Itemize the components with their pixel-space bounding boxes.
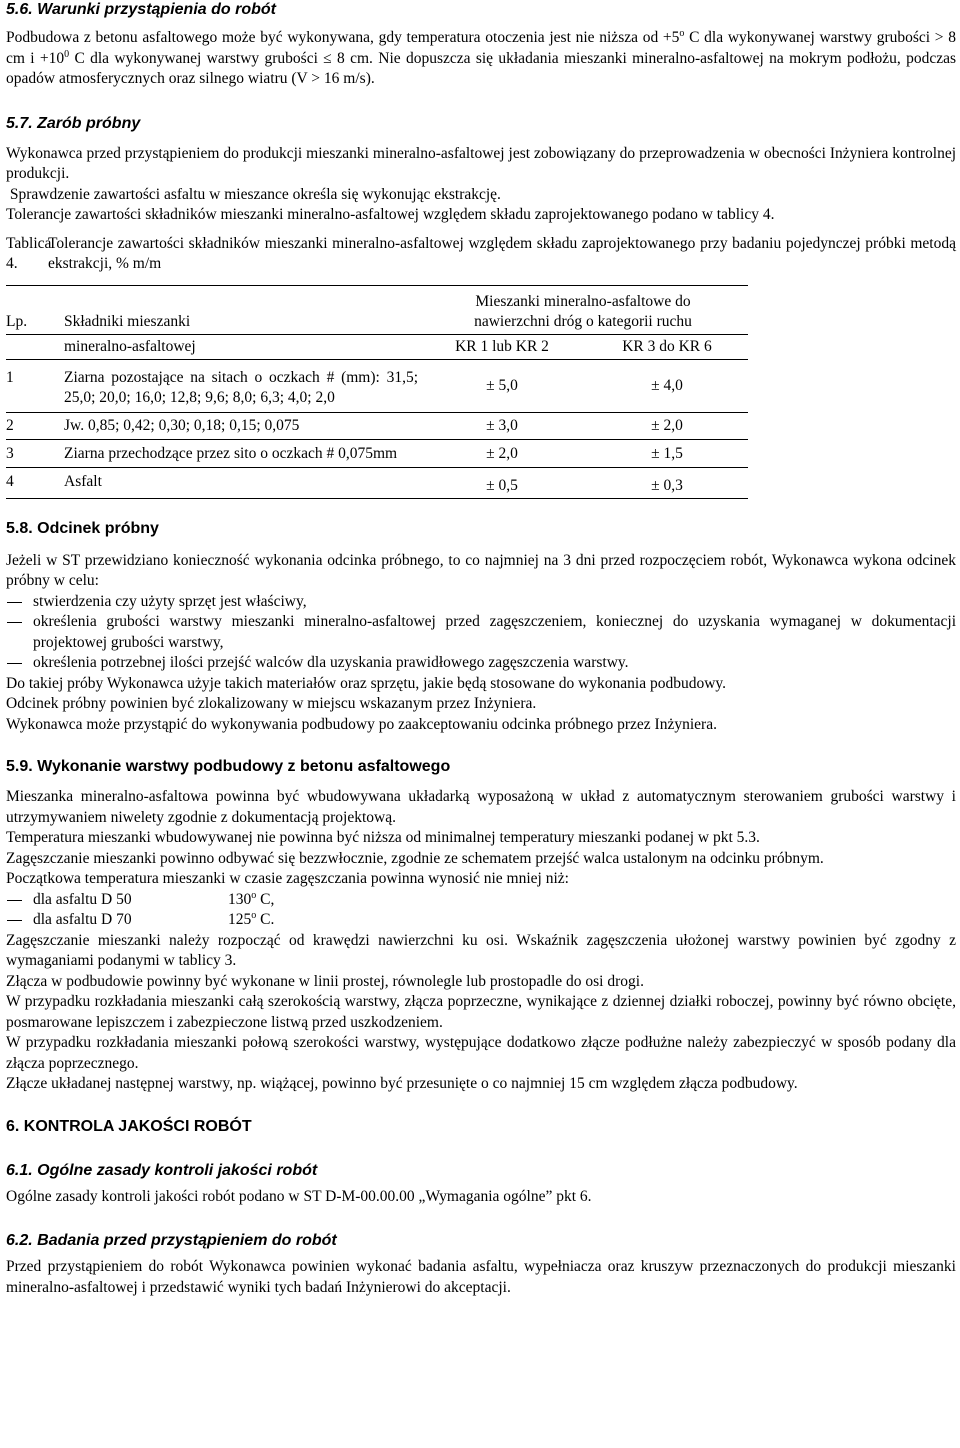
- header-group-1: Mieszanki mineralno-asfaltowe do: [475, 292, 691, 310]
- paragraph-5-8-1: Jeżeli w ST przewidziano konieczność wykonania odcinka próbnego, to co najmniej na 3 dni przed rozpoczęciem robót, Wykonawca wykona odcinek próbny w celu:: [6, 551, 956, 589]
- paragraph-5-8-2: Do takiej próby Wykonawca użyje takich materiałów oraz sprzętu, jakie będą stosowane do wykonania podbudowy.: [6, 674, 727, 692]
- temperature-value: [228, 910, 274, 931]
- temperature-label: dla asfaltu D 70: [33, 911, 132, 928]
- heading-5-6: 5.6. Warunki przystąpienia do robót: [6, 1, 276, 18]
- heading-6-1: 6.1. Ogólne zasady kontroli jakości robót: [6, 1161, 318, 1179]
- paragraph-5-8-3: Odcinek próbny powinien być zlokalizowany w miejscu wskazanym przez Inżyniera.: [6, 695, 537, 712]
- degree-sup: o: [251, 889, 257, 901]
- list-item: określenia grubości warstwy mieszanki mineralno-asfaltowej przed zagęszczeniem, koniecznej do uzyskania wymaganej w dokumentacji projektowej grubości warstwy,: [6, 612, 956, 653]
- row-kr3: ± 4,0: [651, 376, 683, 394]
- temperature-value: [228, 890, 274, 911]
- row-name: Jw. 0,85; 0,42; 0,30; 0,18; 0,15; 0,075: [64, 416, 300, 434]
- paragraph-5-9-8: W przypadku rozkładania mieszanki połową szerokości warstwy, występujące dodatkowo złącze podłużne należy zabezpieczyć w sposób podany dla złącza poprzecznego.: [6, 1034, 956, 1072]
- row-name: Ziarna pozostające na sitach o oczkach # (mm): 31,5; 25,0; 20,0; 16,0; 12,8; 9,6; 8,0; 6,3; 4,0; 2,0: [64, 368, 418, 406]
- paragraph-5-6: [6, 28, 956, 90]
- paragraph-5-9-7: W przypadku rozkładania mieszanki całą szerokością warstwy, złącza poprzeczne, wynikające z dziennej działki roboczej, powinny być równo obcięte, posmarowane lepiszczem i zabezpieczone listwą przed uszkodzeniem.: [6, 993, 956, 1031]
- row-lp: 4: [6, 472, 14, 490]
- row-kr3: ± 1,5: [651, 444, 683, 462]
- temperature-unit: C.: [256, 911, 275, 928]
- row-kr1: ± 2,0: [486, 444, 518, 462]
- superscript: 0: [64, 48, 70, 60]
- header-group-2: nawierzchni dróg o kategorii ruchu: [474, 312, 692, 330]
- paragraph-5-9-9: Złącze układanej następnej warstwy, np. wiążącej, powinno być przesunięte o co najmniej 15 cm względem złącza podbudowy.: [6, 1075, 798, 1092]
- paragraph-6-2: Przed przystąpieniem do robót Wykonawca powinien wykonać badania asfaltu, wypełniacza oraz kruszyw przeznaczonych do produkcji mieszanki mineralno-asfaltowej i przedstawić wyniki tych badań Inżynierowi do akceptacji.: [6, 1258, 956, 1296]
- paragraph-5-7-2: Sprawdzenie zawartości asfaltu w mieszance określa się wykonując ekstrakcję.: [6, 185, 501, 203]
- row-kr1: ± 3,0: [486, 416, 518, 434]
- header-components-1: Składniki mieszanki: [64, 312, 191, 330]
- row-kr3: ± 0,3: [651, 476, 683, 494]
- document-page: [6, 0, 956, 1298]
- heading-5-9: 5.9. Wykonanie warstwy podbudowy z betonu asfaltowego: [6, 758, 451, 775]
- temperature-item: [6, 890, 956, 911]
- temperature-number: 125: [228, 911, 252, 928]
- heading-5-8: 5.8. Odcinek próbny: [6, 519, 159, 537]
- table-caption-label: Tablica 4.: [6, 234, 52, 272]
- list-item: stwierdzenia czy użyty sprzęt jest właściwy,: [6, 592, 956, 613]
- header-lp: Lp.: [6, 312, 28, 330]
- text-run: C dla wykonywanej warstwy grubości ≤ 8 cm. Nie dopuszcza się układania mieszanki mineralno-asfaltowej na mokrym podłożu, podczas opadów atmosferycznych oraz silnego wiatru (V > 16 m/s).: [6, 49, 957, 87]
- heading-5-7: 5.7. Zarób próbny: [6, 114, 141, 132]
- paragraph-5-7-1: Wykonawca przed przystąpieniem do produkcji mieszanki mineralno-asfaltowej jest zobowiązany do przeprowadzenia w obecności Inżyniera kontrolnej produkcji.: [6, 144, 956, 182]
- temperature-label: dla asfaltu D 50: [33, 890, 132, 908]
- superscript: o: [679, 28, 685, 39]
- header-kr1: KR 1 lub KR 2: [455, 337, 549, 355]
- paragraph-5-7-3: Tolerancje zawartości składników mieszanki mineralno-asfaltowej względem składu zaprojektowanego podano w tablicy 4.: [6, 206, 775, 223]
- paragraph-5-9-5: Zagęszczanie mieszanki należy rozpocząć od krawędzi nawierzchni ku osi. Wskaźnik zagęszczenia ułożonej warstwy powinien być zgodny z wymaganiami podanymi w tablicy 3.: [6, 931, 956, 969]
- row-lp: 1: [6, 368, 14, 386]
- tolerance-table: [6, 285, 748, 499]
- text-run: C dla wykonywanej warstwy grubości > 8 cm i +10: [6, 29, 957, 67]
- paragraph-5-9-4: Początkowa temperatura mieszanki w czasie zagęszczania powinna wynosić nie mniej niż:: [6, 870, 569, 887]
- row-kr1: ± 5,0: [486, 376, 518, 394]
- heading-6-2: 6.2. Badania przed przystąpieniem do robót: [6, 1232, 337, 1249]
- degree-sup: o: [251, 910, 257, 921]
- temperature-unit: C,: [256, 890, 275, 908]
- row-kr1: ± 0,5: [486, 476, 518, 494]
- header-components-2: mineralno-asfaltowej: [64, 337, 196, 355]
- temperature-number: 130: [228, 890, 252, 908]
- row-lp: 2: [6, 416, 14, 434]
- paragraph-6-1: Ogólne zasady kontroli jakości robót podano w ST D-M-00.00.00 „Wymagania ogólne” pkt 6.: [6, 1187, 592, 1205]
- paragraph-5-9-3: Zagęszczanie mieszanki powinno odbywać się bezzwłocznie, zgodnie ze schematem przejść walca ustalonym na odcinku próbnym.: [6, 849, 824, 867]
- paragraph-5-9-1: Mieszanka mineralno-asfaltowa powinna być wbudowywana układarką wyposażoną w układ z automatycznym sterowaniem grubości warstwy i utrzymywaniem niwelety zgodnie z dokumentacją projektową.: [6, 788, 956, 826]
- table-caption-text: Tolerancje zawartości składników mieszanki mineralno-asfaltowej względem składu zaprojektowanego przy badaniu pojedynczej próbki metodą ekstrakcji, % m/m: [48, 234, 956, 272]
- paragraph-5-8-4: Wykonawca może przystąpić do wykonywania podbudowy po zaakceptowaniu odcinka próbnego przez Inżyniera.: [6, 715, 717, 733]
- temperature-item: [6, 910, 956, 931]
- header-kr3: KR 3 do KR 6: [622, 337, 712, 355]
- paragraph-5-9-2: Temperatura mieszanki wbudowywanej nie powinna być niższa od minimalnej temperatury mieszanki podanej w pkt 5.3.: [6, 829, 760, 846]
- row-name: Ziarna przechodzące przez sito o oczkach # 0,075mm: [64, 444, 398, 462]
- row-name: Asfalt: [64, 472, 102, 490]
- row-kr3: ± 2,0: [651, 416, 683, 434]
- heading-6: 6. KONTROLA JAKOŚCI ROBÓT: [6, 1117, 252, 1135]
- row-lp: 3: [6, 444, 14, 462]
- list-item: określenia potrzebnej ilości przejść walców dla uzyskania prawidłowego zagęszczenia warstwy.: [6, 653, 956, 674]
- paragraph-5-9-6: Złącza w podbudowie powinny być wykonane w linii prostej, równolegle lub prostopadle do osi drogi.: [6, 972, 644, 990]
- table-caption: [6, 234, 956, 275]
- text-run: Podbudowa z betonu asfaltowego może być wykonywana, gdy temperatura otoczenia jest nie niższa od +5: [6, 29, 680, 46]
